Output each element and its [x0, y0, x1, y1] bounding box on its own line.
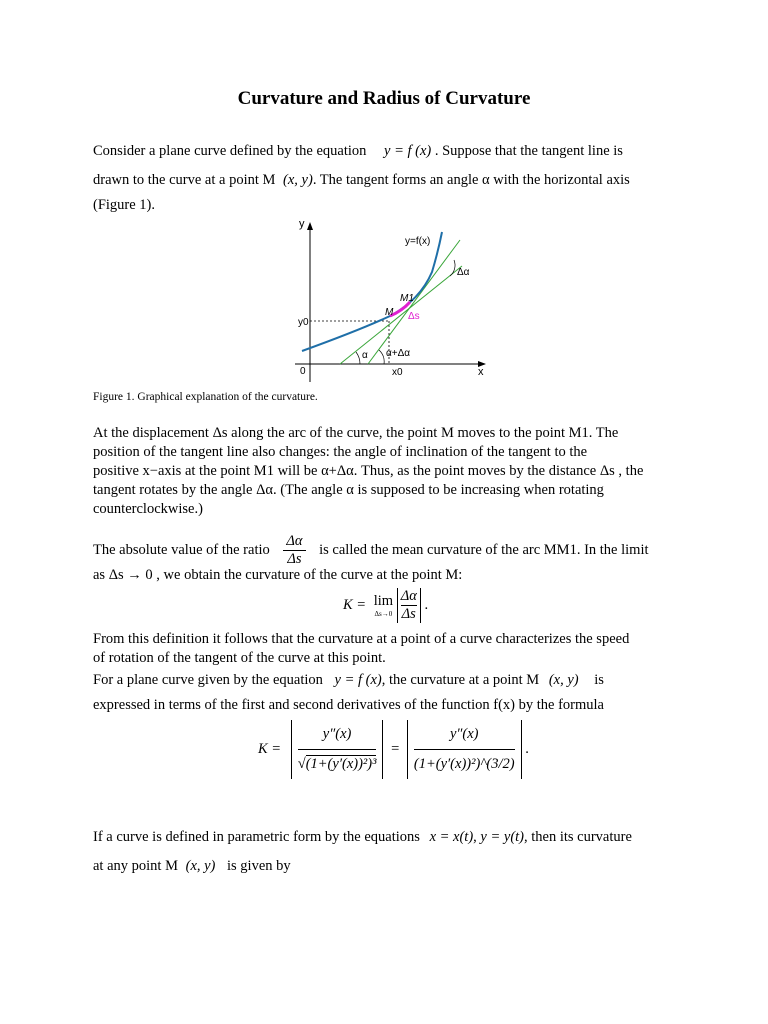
fraction-numerator: Δα	[400, 588, 417, 604]
m1-label: M1	[400, 293, 414, 304]
para-text: is given by	[227, 858, 291, 874]
parametric-line: If a curve is defined in parametric form by the equations x = x(t), y = y(t), then its curvature	[93, 829, 632, 845]
intro-text: drawn to the curve at a point M	[93, 172, 276, 188]
point-notation: (x, y)	[548, 672, 579, 688]
equation-inline: y = f (x)	[384, 143, 432, 159]
para-text: is	[594, 672, 604, 688]
curvature-limit-formula	[343, 588, 428, 623]
point-notation: (x, y)	[283, 172, 313, 188]
intro-text: Consider a plane curve defined by the equation	[93, 143, 367, 159]
para-line: At the displacement Δs along the arc of the curve, the point M moves to the point M1. The	[93, 425, 619, 441]
ratio-numerator: Δα	[283, 533, 305, 551]
equals-sign: =	[391, 741, 400, 757]
para-text: For a plane curve given by the equation	[93, 672, 323, 688]
abs-fraction-power	[407, 720, 522, 779]
para-text: If a curve is defined in parametric form by the equations	[93, 829, 420, 845]
angle-dalpha-arc	[450, 260, 455, 276]
formula-end: .	[424, 597, 429, 613]
dalpha-label: Δα	[457, 267, 470, 278]
para-line: of rotation of the tangent of the curve at this point.	[93, 650, 386, 666]
curvature-figure	[280, 212, 500, 382]
fraction-numerator: y″(x)	[298, 726, 377, 750]
page-title: Curvature and Radius of Curvature	[237, 88, 531, 109]
para-line: positive x−axis at the point M1 will be α+Δα. Thus, as the point moves by the distance Δs , the	[93, 463, 644, 479]
para-text: , the curvature at a point M	[381, 672, 540, 688]
formula-lhs: K =	[258, 741, 282, 757]
sqrt-denominator: √(1+(y′(x))²)³	[297, 756, 377, 772]
derivatives-line: expressed in terms of the first and second derivatives of the function f(x) by the formula	[93, 697, 604, 713]
para-text: , then its curvature	[524, 829, 632, 845]
ds-label: Δs	[408, 311, 420, 322]
fraction-numerator: y″(x)	[414, 726, 515, 750]
formula-end: .	[525, 741, 529, 757]
alpha-label: α	[362, 350, 368, 361]
abs-fraction	[397, 588, 421, 623]
angle-alpha-arc	[356, 352, 360, 364]
para-line: tangent rotates by the angle Δα. (The angle α is supposed to be increasing when rotating	[93, 482, 604, 498]
denominator-power: (1+(y′(x))²)^(3/2)	[413, 756, 515, 772]
ratio-denominator: Δs	[287, 551, 302, 567]
point-notation: (x, y)	[185, 858, 216, 874]
fraction-denominator: Δs	[401, 606, 416, 622]
curve-label: y=f(x)	[405, 236, 431, 247]
intro-text: . The tangent forms an angle α with the horizontal axis	[312, 172, 630, 188]
lim-text: lim	[373, 593, 394, 609]
y0-label: y0	[298, 317, 309, 328]
para-line: From this definition it follows that the curvature at a point of a curve characterizes the speed	[93, 631, 630, 647]
para-line: position of the tangent line also changes: the angle of inclination of the tangent to the	[93, 444, 588, 460]
x0-label: x0	[392, 367, 403, 378]
denominator-root: (1+(y′(x))²)³	[305, 756, 377, 772]
parametric-line-2	[93, 858, 291, 875]
m-label: M	[385, 307, 394, 318]
y-axis-arrow	[307, 222, 313, 230]
para-text: at any point M	[93, 858, 178, 874]
mean-curvature-line	[93, 533, 649, 568]
para-text: is called the mean curvature of the arc MM1. In the limit	[319, 541, 649, 558]
plane-curve-line	[93, 672, 675, 689]
lim-subscript: Δs→0	[374, 610, 393, 618]
angle-alpha-dalpha-arc	[379, 350, 384, 364]
intro-text: . Suppose that the tangent line is	[434, 143, 623, 159]
lim-operator	[374, 593, 393, 618]
para-text: The absolute value of the ratio	[93, 541, 270, 558]
intro-line-1	[93, 143, 675, 160]
equation-inline: y = y(t)	[480, 829, 524, 845]
alpha-dalpha-label: α+Δα	[386, 348, 411, 359]
paragraph-displacement	[93, 424, 675, 519]
curvature-derivative-formula	[258, 720, 529, 779]
equation-inline: x = x(t)	[429, 829, 474, 845]
figure-caption: Figure 1. Graphical explanation of the curvature.	[93, 391, 318, 403]
equation-inline: y = f (x)	[334, 672, 382, 688]
curve-y-fx	[302, 232, 442, 351]
paragraph-definition	[93, 630, 675, 668]
intro-line-2	[93, 172, 630, 189]
tangent-at-m1	[368, 240, 460, 364]
limit-line: as Δs → 0 , we obtain the curvature of the curve at the point M:	[93, 567, 463, 583]
para-line: counterclockwise.)	[93, 501, 203, 517]
intro-line-3: (Figure 1).	[93, 197, 156, 213]
abs-fraction-root	[291, 720, 384, 779]
formula-lhs: K =	[343, 597, 367, 613]
origin-label: 0	[300, 366, 306, 377]
y-axis-label: y	[299, 218, 305, 230]
ratio-fraction	[283, 533, 305, 568]
x-axis-label: x	[478, 366, 484, 378]
